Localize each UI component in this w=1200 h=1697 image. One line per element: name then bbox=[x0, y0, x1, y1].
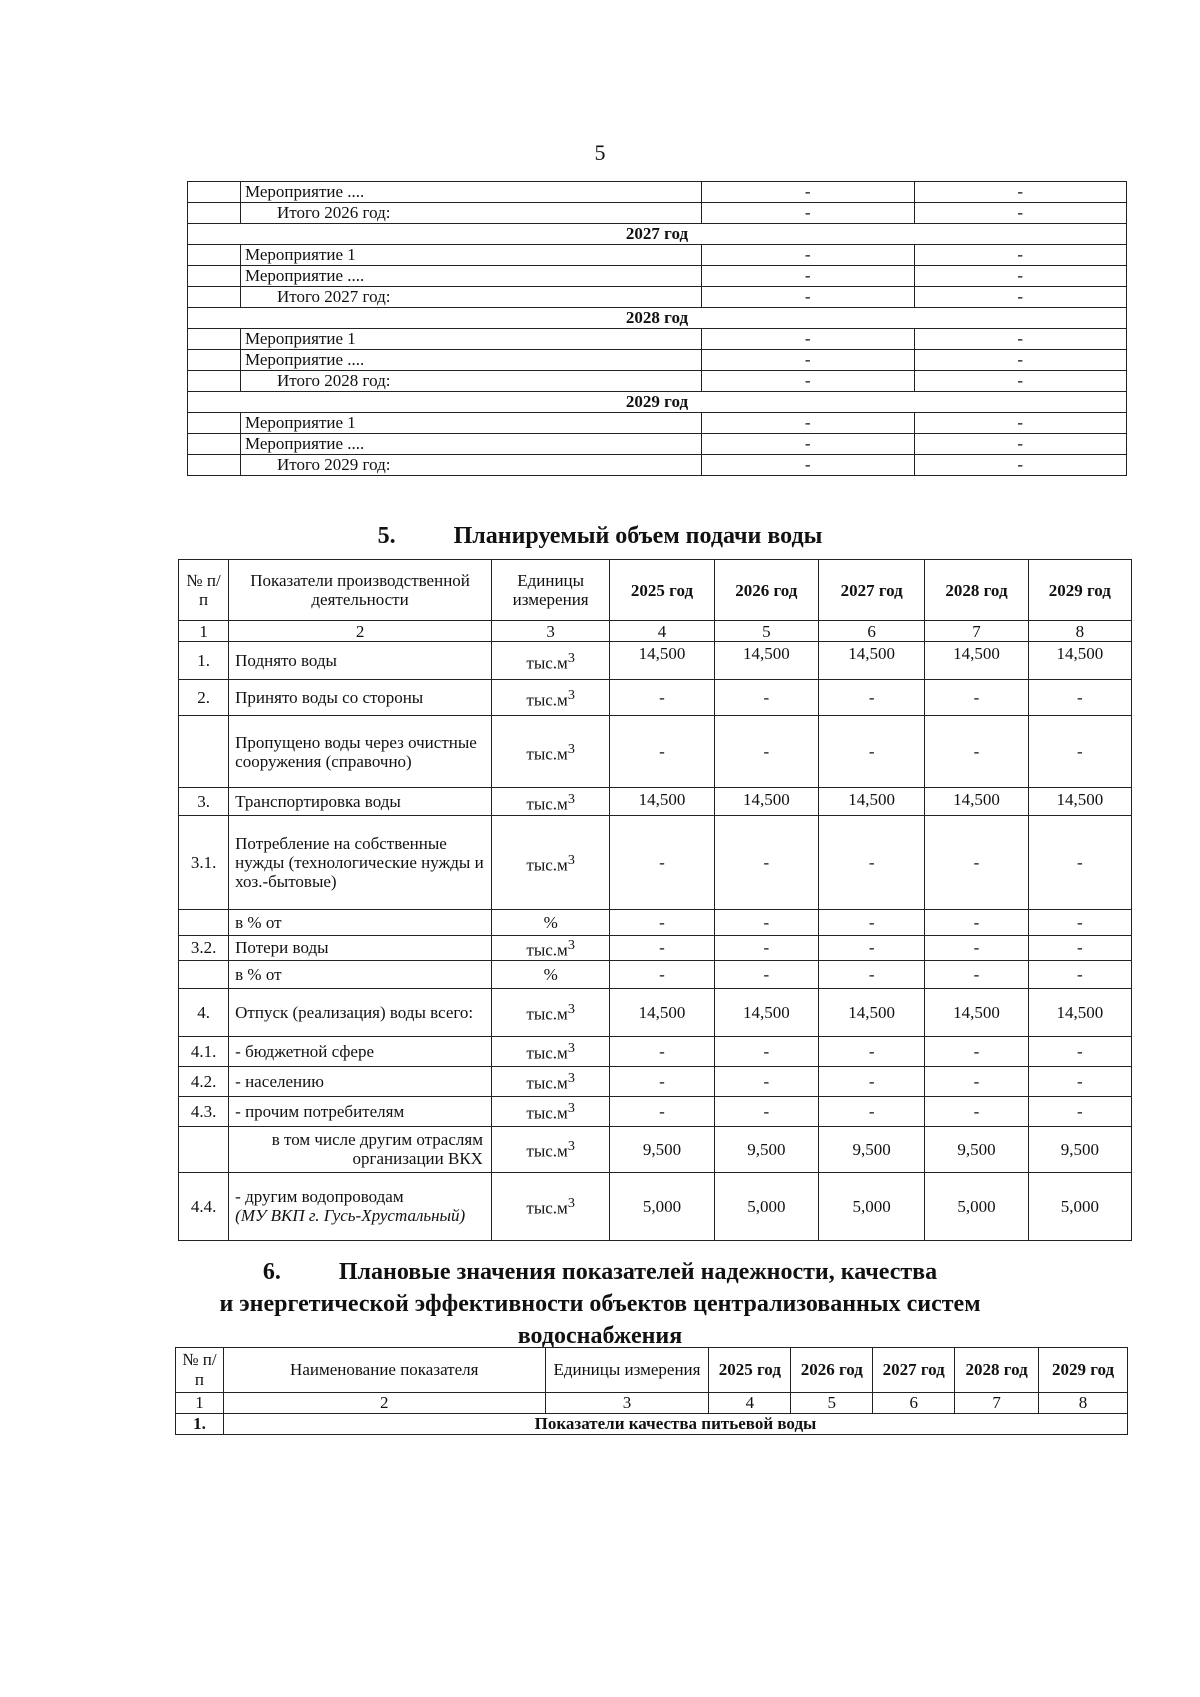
table-row bbox=[179, 936, 1132, 961]
row-number-cell bbox=[188, 287, 241, 308]
activity-value: - bbox=[702, 455, 915, 476]
value-cell: 9,500 bbox=[610, 1126, 714, 1172]
activity-row bbox=[188, 413, 1127, 434]
row-number-cell bbox=[188, 455, 241, 476]
indicator-text: Принято воды со стороны bbox=[235, 688, 424, 707]
year-label: 2027 год bbox=[188, 224, 1127, 245]
value-cell: 14,500 bbox=[818, 642, 924, 680]
value-cell: - bbox=[925, 680, 1028, 716]
unit-cell bbox=[491, 910, 609, 936]
value-cell: - bbox=[714, 680, 818, 716]
activity-value: - bbox=[914, 329, 1127, 350]
value-cell: - bbox=[925, 936, 1028, 961]
row-number bbox=[179, 910, 229, 936]
value-cell: 5,000 bbox=[925, 1172, 1028, 1240]
unit-superscript: 3 bbox=[567, 1100, 575, 1117]
unit-superscript: 3 bbox=[567, 649, 575, 666]
value-cell: 14,500 bbox=[925, 788, 1028, 816]
unit-superscript: 3 bbox=[567, 1040, 575, 1057]
value-cell: - bbox=[818, 960, 924, 988]
unit-superscript: 3 bbox=[567, 1195, 575, 1212]
row-number: 3. bbox=[179, 788, 229, 816]
column-index: 3 bbox=[545, 1393, 709, 1414]
activity-value: - bbox=[702, 434, 915, 455]
row-number: 4. bbox=[179, 988, 229, 1036]
table-row bbox=[179, 680, 1132, 716]
row-number-cell bbox=[188, 329, 241, 350]
value-cell: - bbox=[1028, 1096, 1131, 1126]
row-number: 3.1. bbox=[179, 816, 229, 910]
activity-value: - bbox=[702, 350, 915, 371]
value-cell: - bbox=[1028, 910, 1131, 936]
table-row bbox=[179, 1172, 1132, 1240]
table-row bbox=[179, 816, 1132, 910]
value-cell: - bbox=[925, 1036, 1028, 1066]
value-cell: - bbox=[925, 960, 1028, 988]
unit-cell bbox=[491, 1036, 609, 1066]
section-6-heading bbox=[0, 1256, 1200, 1352]
activity-row bbox=[188, 329, 1127, 350]
value-cell: 5,000 bbox=[1028, 1172, 1131, 1240]
total-row bbox=[188, 287, 1127, 308]
unit-cell bbox=[491, 1066, 609, 1096]
row-number-cell bbox=[188, 203, 241, 224]
row-number-cell bbox=[188, 434, 241, 455]
row-number: 4.2. bbox=[179, 1066, 229, 1096]
value-cell: 14,500 bbox=[925, 642, 1028, 680]
section-5-heading bbox=[0, 523, 1200, 550]
indicator-text: Поднято воды bbox=[235, 651, 337, 670]
column-index: 4 bbox=[709, 1393, 791, 1414]
unit-superscript: 3 bbox=[567, 686, 575, 703]
header-row bbox=[179, 560, 1132, 621]
value-cell: - bbox=[1028, 936, 1131, 961]
value-cell: - bbox=[818, 680, 924, 716]
indicator-name bbox=[229, 816, 492, 910]
value-cell: - bbox=[818, 816, 924, 910]
column-header: Показатели производственной деятельности bbox=[229, 560, 492, 621]
column-header: 2028 год bbox=[925, 560, 1028, 621]
total-row bbox=[188, 455, 1127, 476]
column-header: 2028 год bbox=[955, 1348, 1039, 1393]
indicators-table bbox=[175, 1347, 1128, 1435]
activity-value: - bbox=[914, 455, 1127, 476]
value-cell: 14,500 bbox=[1028, 988, 1131, 1036]
unit-cell bbox=[491, 1126, 609, 1172]
row-number-cell bbox=[188, 182, 241, 203]
unit-text: тыс.м bbox=[526, 690, 568, 710]
row-number bbox=[179, 960, 229, 988]
activity-name: Итого 2028 год: bbox=[241, 371, 702, 392]
column-header: Единицы измерения bbox=[491, 560, 609, 621]
unit-text: тыс.м bbox=[526, 1043, 568, 1063]
unit-cell bbox=[491, 788, 609, 816]
column-index: 8 bbox=[1028, 621, 1131, 642]
indicator-name bbox=[229, 716, 492, 788]
value-cell: - bbox=[610, 1036, 714, 1066]
total-row bbox=[188, 371, 1127, 392]
activity-row bbox=[188, 434, 1127, 455]
column-header: 2029 год bbox=[1028, 560, 1131, 621]
column-header: 2025 год bbox=[709, 1348, 791, 1393]
activity-name: Мероприятие 1 bbox=[241, 245, 702, 266]
column-header: 2027 год bbox=[873, 1348, 955, 1393]
activity-name: Мероприятие .... bbox=[241, 434, 702, 455]
value-cell: - bbox=[714, 716, 818, 788]
value-cell: 5,000 bbox=[818, 1172, 924, 1240]
value-cell: - bbox=[714, 960, 818, 988]
table-row bbox=[179, 1126, 1132, 1172]
indicator-text: Потери воды bbox=[235, 938, 329, 958]
column-index: 5 bbox=[791, 1393, 873, 1414]
indicator-name bbox=[229, 680, 492, 716]
unit-cell bbox=[491, 936, 609, 961]
activities-table bbox=[187, 181, 1127, 476]
value-cell: - bbox=[714, 816, 818, 910]
value-cell: - bbox=[714, 910, 818, 936]
activity-value: - bbox=[914, 350, 1127, 371]
value-cell: - bbox=[925, 716, 1028, 788]
unit-superscript: 3 bbox=[567, 851, 575, 868]
column-header: 2026 год bbox=[791, 1348, 873, 1393]
indicator-text: в % от bbox=[235, 913, 282, 932]
value-cell: - bbox=[714, 1036, 818, 1066]
activity-row bbox=[188, 182, 1127, 203]
value-cell: 9,500 bbox=[1028, 1126, 1131, 1172]
value-cell: - bbox=[610, 1096, 714, 1126]
value-cell: 14,500 bbox=[1028, 788, 1131, 816]
value-cell: 5,000 bbox=[610, 1172, 714, 1240]
unit-text: % bbox=[543, 964, 558, 984]
value-cell: 5,000 bbox=[714, 1172, 818, 1240]
table-row bbox=[179, 960, 1132, 988]
activity-value: - bbox=[914, 203, 1127, 224]
activity-value: - bbox=[702, 287, 915, 308]
activity-value: - bbox=[702, 371, 915, 392]
column-header: 2027 год bbox=[818, 560, 924, 621]
row-number: 3.2. bbox=[179, 936, 229, 961]
value-cell: 14,500 bbox=[1028, 642, 1131, 680]
activity-name: Мероприятие .... bbox=[241, 182, 702, 203]
activity-value: - bbox=[702, 266, 915, 287]
indicator-name bbox=[229, 788, 492, 816]
activity-name: Итого 2027 год: bbox=[241, 287, 702, 308]
indicator-name bbox=[229, 1036, 492, 1066]
activity-value: - bbox=[702, 245, 915, 266]
total-row bbox=[188, 203, 1127, 224]
unit-cell bbox=[491, 960, 609, 988]
activity-name: Мероприятие 1 bbox=[241, 329, 702, 350]
row-number: 4.1. bbox=[179, 1036, 229, 1066]
value-cell: - bbox=[818, 1066, 924, 1096]
unit-text: тыс.м bbox=[526, 653, 568, 673]
column-index: 5 bbox=[714, 621, 818, 642]
indicator-name bbox=[229, 1096, 492, 1126]
column-index: 7 bbox=[925, 621, 1028, 642]
indicator-text: - другим водопроводам bbox=[235, 1187, 404, 1207]
column-index: 6 bbox=[873, 1393, 955, 1414]
value-cell: 14,500 bbox=[610, 788, 714, 816]
unit-cell bbox=[491, 1172, 609, 1240]
row-number-cell bbox=[188, 245, 241, 266]
row-number: 4.4. bbox=[179, 1172, 229, 1240]
unit-superscript: 3 bbox=[567, 1001, 575, 1018]
indicator-note: (МУ ВКП г. Гусь-Хрустальный) bbox=[235, 1206, 466, 1226]
value-cell: 14,500 bbox=[610, 642, 714, 680]
value-cell: - bbox=[714, 936, 818, 961]
unit-cell bbox=[491, 988, 609, 1036]
column-index: 2 bbox=[229, 621, 492, 642]
unit-text: тыс.м bbox=[526, 744, 568, 764]
value-cell: 14,500 bbox=[818, 788, 924, 816]
column-header: 2029 год bbox=[1039, 1348, 1128, 1393]
value-cell: - bbox=[610, 680, 714, 716]
activity-row bbox=[188, 350, 1127, 371]
value-cell: 14,500 bbox=[818, 988, 924, 1036]
row-number: 4.3. bbox=[179, 1096, 229, 1126]
activity-value: - bbox=[914, 266, 1127, 287]
activity-value: - bbox=[914, 434, 1127, 455]
unit-text: тыс.м bbox=[526, 1103, 568, 1123]
column-index: 6 bbox=[818, 621, 924, 642]
page-number: 5 bbox=[594, 140, 606, 165]
activity-name: Итого 2029 год: bbox=[241, 455, 702, 476]
activity-value: - bbox=[702, 182, 915, 203]
activity-row bbox=[188, 266, 1127, 287]
value-cell: 14,500 bbox=[714, 988, 818, 1036]
activity-value: - bbox=[914, 182, 1127, 203]
activity-value: - bbox=[702, 203, 915, 224]
activity-name: Итого 2026 год: bbox=[241, 203, 702, 224]
unit-text: тыс.м bbox=[526, 794, 568, 814]
value-cell: 9,500 bbox=[714, 1126, 818, 1172]
unit-text: тыс.м bbox=[526, 940, 568, 960]
year-row bbox=[188, 224, 1127, 245]
column-header: Наименование показателя bbox=[223, 1348, 545, 1393]
column-index: 1 bbox=[179, 621, 229, 642]
unit-superscript: 3 bbox=[567, 1138, 575, 1155]
table-row bbox=[179, 910, 1132, 936]
year-row bbox=[188, 308, 1127, 329]
indicator-name bbox=[229, 988, 492, 1036]
value-cell: - bbox=[818, 716, 924, 788]
indicator-name bbox=[229, 960, 492, 988]
value-cell: - bbox=[1028, 680, 1131, 716]
value-cell: - bbox=[818, 1036, 924, 1066]
table-row bbox=[179, 1066, 1132, 1096]
row-number: 2. bbox=[179, 680, 229, 716]
index-row bbox=[179, 621, 1132, 642]
activity-name: Мероприятие .... bbox=[241, 266, 702, 287]
column-header: 2026 год bbox=[714, 560, 818, 621]
value-cell: 14,500 bbox=[610, 988, 714, 1036]
indicator-text: - бюджетной сфере bbox=[235, 1041, 375, 1061]
column-header: № п/п bbox=[176, 1348, 224, 1393]
value-cell: - bbox=[925, 816, 1028, 910]
subsection-row bbox=[176, 1414, 1128, 1435]
unit-text: тыс.м bbox=[526, 1004, 568, 1024]
unit-text: тыс.м bbox=[526, 1141, 568, 1161]
column-header: № п/п bbox=[179, 560, 229, 621]
value-cell: - bbox=[610, 1066, 714, 1096]
value-cell: - bbox=[1028, 816, 1131, 910]
section-5-title: Планируемый объем подачи воды bbox=[453, 523, 823, 549]
value-cell: - bbox=[1028, 960, 1131, 988]
activity-value: - bbox=[914, 371, 1127, 392]
column-header: Единицы измерения bbox=[545, 1348, 709, 1393]
subsection-name: Показатели качества питьевой воды bbox=[223, 1414, 1127, 1435]
row-number: 1. bbox=[176, 1414, 224, 1435]
unit-text: тыс.м bbox=[526, 1073, 568, 1093]
value-cell: - bbox=[818, 910, 924, 936]
indicator-text: - прочим потребителям bbox=[235, 1101, 405, 1121]
indicator-name bbox=[229, 1066, 492, 1096]
column-header: 2025 год bbox=[610, 560, 714, 621]
value-cell: - bbox=[610, 910, 714, 936]
row-number bbox=[179, 716, 229, 788]
year-label: 2029 год bbox=[188, 392, 1127, 413]
indicator-text: - населению bbox=[235, 1071, 324, 1091]
row-number: 1. bbox=[179, 642, 229, 680]
unit-text: тыс.м bbox=[526, 1198, 568, 1218]
value-cell: - bbox=[714, 1066, 818, 1096]
value-cell: 14,500 bbox=[714, 788, 818, 816]
unit-superscript: 3 bbox=[567, 790, 575, 807]
row-number-cell bbox=[188, 350, 241, 371]
unit-cell bbox=[491, 680, 609, 716]
value-cell: 9,500 bbox=[818, 1126, 924, 1172]
table-row bbox=[179, 788, 1132, 816]
unit-text: % bbox=[543, 913, 558, 932]
indicator-text: Отпуск (реализация) воды всего: bbox=[235, 1002, 474, 1022]
table-row bbox=[179, 988, 1132, 1036]
row-number bbox=[179, 1126, 229, 1172]
value-cell: - bbox=[818, 1096, 924, 1126]
row-number-cell bbox=[188, 266, 241, 287]
section-5-number: 5. bbox=[377, 523, 396, 549]
column-index: 1 bbox=[176, 1393, 224, 1414]
value-cell: - bbox=[1028, 1066, 1131, 1096]
value-cell: 14,500 bbox=[714, 642, 818, 680]
unit-text: тыс.м bbox=[526, 855, 568, 875]
year-row bbox=[188, 392, 1127, 413]
value-cell: - bbox=[610, 960, 714, 988]
column-index: 7 bbox=[955, 1393, 1039, 1414]
value-cell: 14,500 bbox=[925, 988, 1028, 1036]
indicator-name bbox=[229, 1172, 492, 1240]
indicator-name bbox=[229, 910, 492, 936]
indicator-text: Пропущено воды через очистные сооружения (справочно) bbox=[235, 732, 477, 771]
value-cell: - bbox=[1028, 716, 1131, 788]
value-cell: - bbox=[925, 1066, 1028, 1096]
row-number-cell bbox=[188, 413, 241, 434]
indicator-text: Транспортировка воды bbox=[235, 792, 401, 811]
activity-name: Мероприятие .... bbox=[241, 350, 702, 371]
table-row bbox=[179, 716, 1132, 788]
value-cell: - bbox=[714, 1096, 818, 1126]
value-cell: - bbox=[925, 910, 1028, 936]
value-cell: - bbox=[610, 816, 714, 910]
indicator-name bbox=[229, 936, 492, 961]
year-label: 2028 год bbox=[188, 308, 1127, 329]
activity-row bbox=[188, 245, 1127, 266]
unit-superscript: 3 bbox=[567, 937, 575, 953]
unit-cell bbox=[491, 716, 609, 788]
unit-cell bbox=[491, 816, 609, 910]
indicator-text: в % от bbox=[235, 964, 282, 984]
section-6-title-line2: и энергетической эффективности объектов централизованных систем bbox=[219, 1291, 981, 1317]
table-row bbox=[179, 1096, 1132, 1126]
unit-cell bbox=[491, 1096, 609, 1126]
table-row bbox=[179, 642, 1132, 680]
section-6-number: 6. bbox=[262, 1259, 281, 1285]
value-cell: - bbox=[1028, 1036, 1131, 1066]
column-index: 4 bbox=[610, 621, 714, 642]
section-6-title-line1: Плановые значения показателей надежности, качества bbox=[338, 1259, 938, 1285]
indicator-text: в том числе другим отраслям организации ВКХ bbox=[271, 1130, 483, 1169]
value-cell: - bbox=[610, 716, 714, 788]
table-row bbox=[179, 1036, 1132, 1066]
column-index: 2 bbox=[223, 1393, 545, 1414]
value-cell: - bbox=[818, 936, 924, 961]
indicator-text: Потребление на собственные нужды (технологические нужды и хоз.-бытовые) bbox=[235, 834, 484, 891]
activity-value: - bbox=[914, 245, 1127, 266]
value-cell: 9,500 bbox=[925, 1126, 1028, 1172]
indicator-name bbox=[229, 1126, 492, 1172]
unit-superscript: 3 bbox=[567, 740, 575, 757]
water-supply-table bbox=[178, 559, 1132, 1241]
activity-name: Мероприятие 1 bbox=[241, 413, 702, 434]
column-index: 8 bbox=[1039, 1393, 1128, 1414]
header-row bbox=[176, 1348, 1128, 1393]
activity-value: - bbox=[914, 413, 1127, 434]
column-index: 3 bbox=[491, 621, 609, 642]
section-6-title-line3: водоснабжения bbox=[517, 1323, 683, 1349]
row-number-cell bbox=[188, 371, 241, 392]
indicator-name bbox=[229, 642, 492, 680]
unit-superscript: 3 bbox=[567, 1070, 575, 1087]
unit-cell bbox=[491, 642, 609, 680]
activity-value: - bbox=[702, 413, 915, 434]
value-cell: - bbox=[925, 1096, 1028, 1126]
value-cell: - bbox=[610, 936, 714, 961]
index-row bbox=[176, 1393, 1128, 1414]
activity-value: - bbox=[914, 287, 1127, 308]
activity-value: - bbox=[702, 329, 915, 350]
